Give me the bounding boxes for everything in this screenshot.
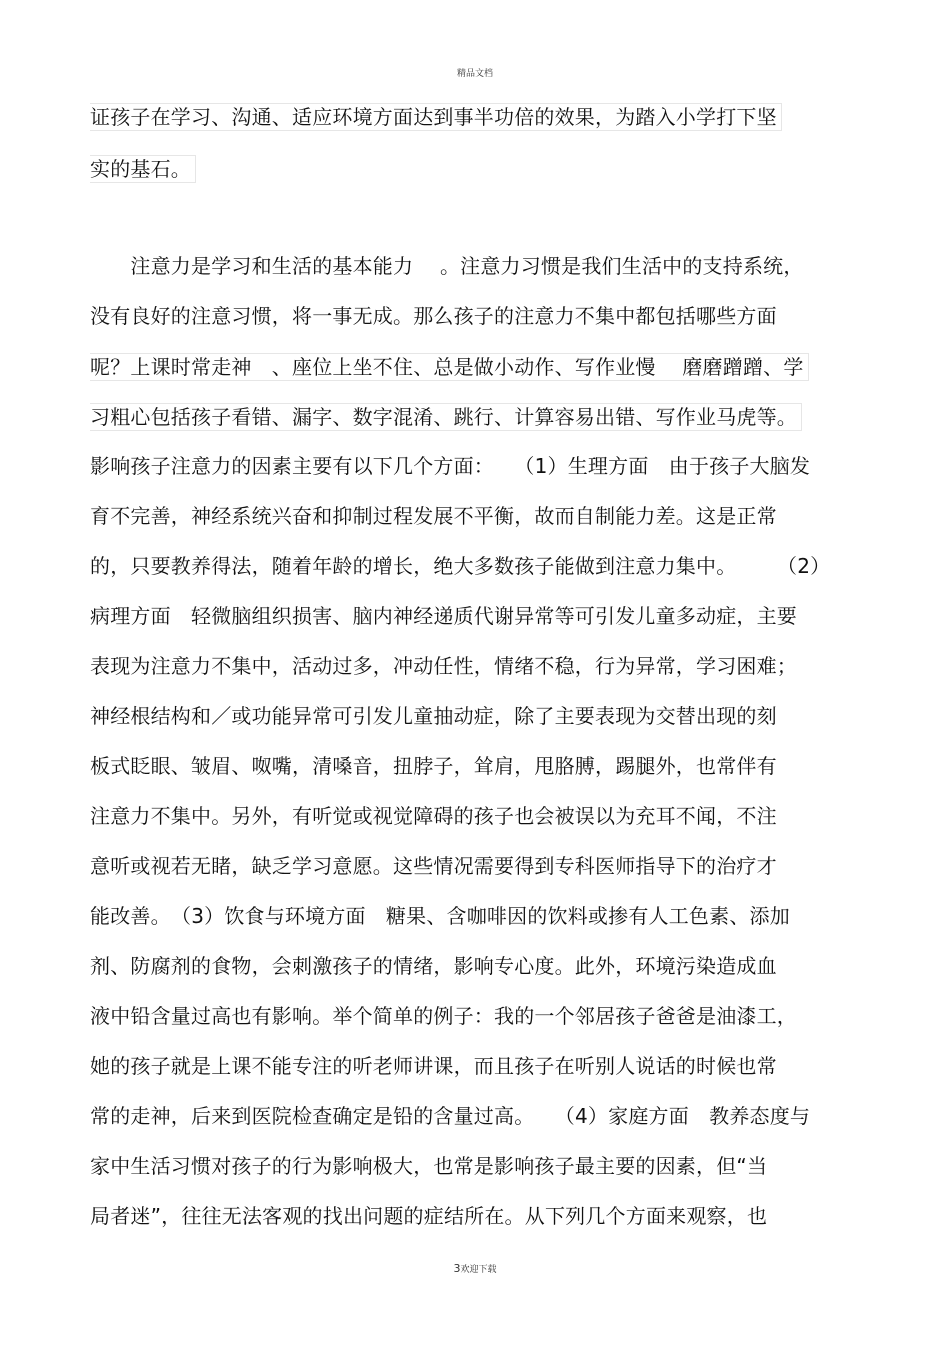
text-line-15: 意听或视若无睹，缺乏学习意愿。这些情况需要得到专科医师指导下的治疗才 bbox=[90, 854, 777, 878]
text-line-20: 常的走神，后来到医院检查确定是铅的含量过高。 （4）家庭方面 教养态度与 bbox=[90, 1104, 811, 1128]
footer-text: 欢迎下载 bbox=[460, 1265, 497, 1275]
text-line-8: 育不完善，神经系统兴奋和抑制过程发展不平衡，故而自制能力差。这是正常 bbox=[90, 504, 777, 528]
text-line-14: 注意力不集中。另外，有听觉或视觉障碍的孩子也会被误以为充耳不闻，不注 bbox=[90, 804, 777, 828]
text-line-12: 神经根结构和／或功能异常可引发儿童抽动症，除了主要表现为交替出现的刻 bbox=[90, 704, 777, 728]
text-line-6: 习粗心包括孩子看错、漏字、数字混淆、跳行、计算容易出错、写作业马虎等。 bbox=[90, 403, 802, 431]
page-number: 3 bbox=[453, 1262, 461, 1275]
text-line-1: 证孩子在学习、沟通、适应环境方面达到事半功倍的效果，为踏入小学打下坚 bbox=[90, 103, 782, 131]
text-line-4: 没有良好的注意习惯，将一事无成。那么孩子的注意力不集中都包括哪些方面 bbox=[90, 304, 777, 328]
text-line-11: 表现为注意力不集中，活动过多，冲动任性，情绪不稳，行为异常，学习困难； bbox=[90, 654, 797, 678]
text-line-21: 家中生活习惯对孩子的行为影响极大，也常是影响孩子最主要的因素，但“当 bbox=[90, 1154, 768, 1178]
text-line-2: 实的基石。 bbox=[90, 155, 196, 183]
text-line-10: 病理方面 轻微脑组织损害、脑内神经递质代谢异常等可引发儿童多动症，主要 bbox=[90, 604, 797, 628]
text-line-18: 液中铅含量过高也有影响。举个简单的例子：我的一个邻居孩子爸爸是油漆工， bbox=[90, 1004, 797, 1028]
text-line-7: 影响孩子注意力的因素主要有以下几个方面： （1）生理方面 由于孩子大脑发 bbox=[90, 454, 811, 478]
text-line-3: 注意力是学习和生活的基本能力 。注意力习惯是我们生活中的支持系统， bbox=[90, 254, 804, 278]
text-line-9: 的，只要教养得法，随着年龄的增长，绝大多数孩子能做到注意力集中。 （2） bbox=[90, 554, 831, 578]
page-footer bbox=[0, 1262, 950, 1275]
text-line-5: 呢？上课时常走神 、座位上坐不住、总是做小动作、写作业慢 磨磨蹭蹭、学 bbox=[90, 353, 809, 381]
text-line-17: 剂、防腐剂的食物，会刺激孩子的情绪，影响专心度。此外，环境污染造成血 bbox=[90, 954, 777, 978]
text-line-19: 她的孩子就是上课不能专注的听老师讲课，而且孩子在听别人说话的时候也常 bbox=[90, 1054, 777, 1078]
text-line-13: 板式眨眼、皱眉、呶嘴，清嗓音，扭脖子，耸肩，甩胳膊，踢腿外，也常伴有 bbox=[90, 754, 777, 778]
page-header: 精品文档 bbox=[456, 69, 493, 79]
text-line-22: 局者迷”，往往无法客观的找出问题的症结所在。从下列几个方面来观察，也 bbox=[90, 1204, 768, 1228]
text-line-16: 能改善。 （3）饮食与环境方面 糖果、含咖啡因的饮料或掺有人工色素、添加 bbox=[90, 904, 790, 928]
